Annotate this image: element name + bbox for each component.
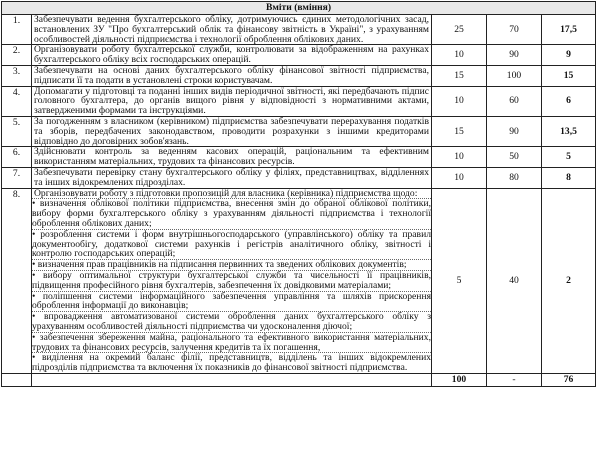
row-weight: 15: [432, 65, 487, 86]
row-weight: 15: [432, 116, 487, 146]
row-description: За погодженням з власником (керівником) підприємства забезпечувати перерахування податків та зборів, передбачених законодавством, проводити розрахунки з іншими кредиторами відповідно до договірних зобов'язань.: [32, 116, 432, 146]
row-score: 90: [487, 116, 542, 146]
row-result: 13,5: [542, 116, 596, 146]
list-item-text: • визначення облікової політики підприємства, внесення змін до обраної облікової політики, вибору форми бухгалтерського обліку з урахуванням діяльності підприємства і технології оброблення облікових даних;: [32, 198, 431, 229]
table-row: [2, 167, 596, 188]
list-item-text: • впровадження автоматизованої системи оброблення даних бухгалтерського обліку з урахуванням особливостей діяльності підприємства чи удосконалення діючої;: [32, 311, 431, 332]
list-item-text: • вибору оптимальної структури бухгалтерської служби та чисельності її працівників, підвищення професійного рівня бухгалтерів, забезпечення їх довідковими матеріалами;: [32, 269, 431, 291]
row-result: 9: [542, 45, 596, 66]
row-weight: 10: [432, 45, 487, 66]
total-score: -: [487, 373, 542, 386]
row-score: 70: [487, 15, 542, 45]
row-description: Організовувати роботу бухгалтерської служби, контролювати за відображенням на рахунках бухгалтерського обліку всіх господарських операцій.: [32, 45, 432, 66]
table-row: [2, 15, 596, 45]
list-item: [32, 311, 431, 332]
total-spacer: [2, 373, 32, 386]
row-description: Допомагати у підготовці та поданні інших видів періодичної звітності, які передбачають підпис головного бухгалтера, до органів вищого рівня у відповідності з нормативними актами, затвердженими формами та інструкціями.: [32, 86, 432, 116]
list-item: [32, 198, 431, 228]
row-weight: 10: [432, 167, 487, 188]
list-item: [32, 291, 431, 312]
row-description: Забезпечувати перевірку стану бухгалтерського обліку у філіях, представництвах, відділеннях та інших відокремлених підрозділах.: [32, 167, 432, 188]
list-item-text: • розроблення системи і форм внутрішньогосподарського (управлінського) обліку та правил документообігу, додаткової системи рахунків і регістрів аналітичного обліку, звітності і контролю господарських операцій;: [32, 228, 431, 260]
row-description: Забезпечувати на основі даних бухгалтерського обліку фінансової звітності підприємства, підписати її та подати в установлені строки користувачам.: [32, 65, 432, 86]
row-result: 17,5: [542, 15, 596, 45]
total-row: [2, 373, 596, 386]
total-result: 76: [542, 373, 596, 386]
row-number: 1.: [2, 15, 32, 45]
row-weight: 5: [432, 188, 487, 373]
row-score: 50: [487, 147, 542, 168]
table-row: [2, 147, 596, 168]
list-item-text: • забезпечення збереження майна, раціонального та ефективного використання матеріальних, трудових та фінансових ресурсів, залучення кредитів та їх погашення,: [32, 331, 431, 353]
table-header: Вміти (вміння): [2, 2, 596, 15]
table-row: [2, 45, 596, 66]
row-number: 8.: [2, 188, 32, 373]
row-description: [32, 188, 432, 373]
total-weight: 100: [432, 373, 487, 386]
row-score: 90: [487, 45, 542, 66]
row-number: 7.: [2, 167, 32, 188]
row-description: Забезпечувати ведення бухгалтерського обліку, дотримуючись єдиних методологічних засад, встановлених ЗУ "Про бухгалтерський облік та фінансову звітність в Україні", з урахуванням особливостей діяльності підприємства і технології оброблення облікових даних.: [32, 15, 432, 45]
row-result: 15: [542, 65, 596, 86]
table-row: [2, 188, 596, 373]
row-weight: 10: [432, 86, 487, 116]
row-score: 100: [487, 65, 542, 86]
row-result: 8: [542, 167, 596, 188]
list-item-text: • виділення на окремий баланс філії, представництв, відділень та інших відокремлених підрозділів підприємства та включення їх показників до фінансової звітності підприємства.: [32, 352, 431, 374]
row-description: Здійснювати контроль за веденням касових операцій, раціональним та ефективним використанням матеріальних, трудових та фінансових ресурсів.: [32, 147, 432, 168]
row-weight: 25: [432, 15, 487, 45]
row-intro: Організовувати роботу з підготовки пропозицій для власника (керівника) підприємства щодо:: [34, 187, 418, 199]
table-row: [2, 65, 596, 86]
list-item-text: • визначення прав працівників на підписання первинних та зведених облікових документів;: [32, 259, 407, 271]
list-item: [32, 270, 431, 291]
row-number: 2.: [2, 45, 32, 66]
row-score: 40: [487, 188, 542, 373]
list-item-text: • поліпшення системи інформаційного забезпечення управління та шляхів прискорення оброблення інформації до виконавців;: [32, 290, 431, 312]
row-number: 6.: [2, 147, 32, 168]
list-item: [32, 352, 431, 373]
row-result: 5: [542, 147, 596, 168]
list-item: [32, 229, 431, 259]
row-score: 60: [487, 86, 542, 116]
table-header-row: [2, 2, 596, 15]
row-number: 5.: [2, 116, 32, 146]
row-number: 3.: [2, 65, 32, 86]
row-score: 80: [487, 167, 542, 188]
competency-table: [1, 1, 596, 387]
total-label: [32, 373, 432, 386]
table-row: [2, 86, 596, 116]
row-number: 4.: [2, 86, 32, 116]
row-result: 2: [542, 188, 596, 373]
list-item: [32, 259, 431, 270]
list-item: [32, 332, 431, 353]
table-row: [2, 116, 596, 146]
row-weight: 10: [432, 147, 487, 168]
row-result: 6: [542, 86, 596, 116]
